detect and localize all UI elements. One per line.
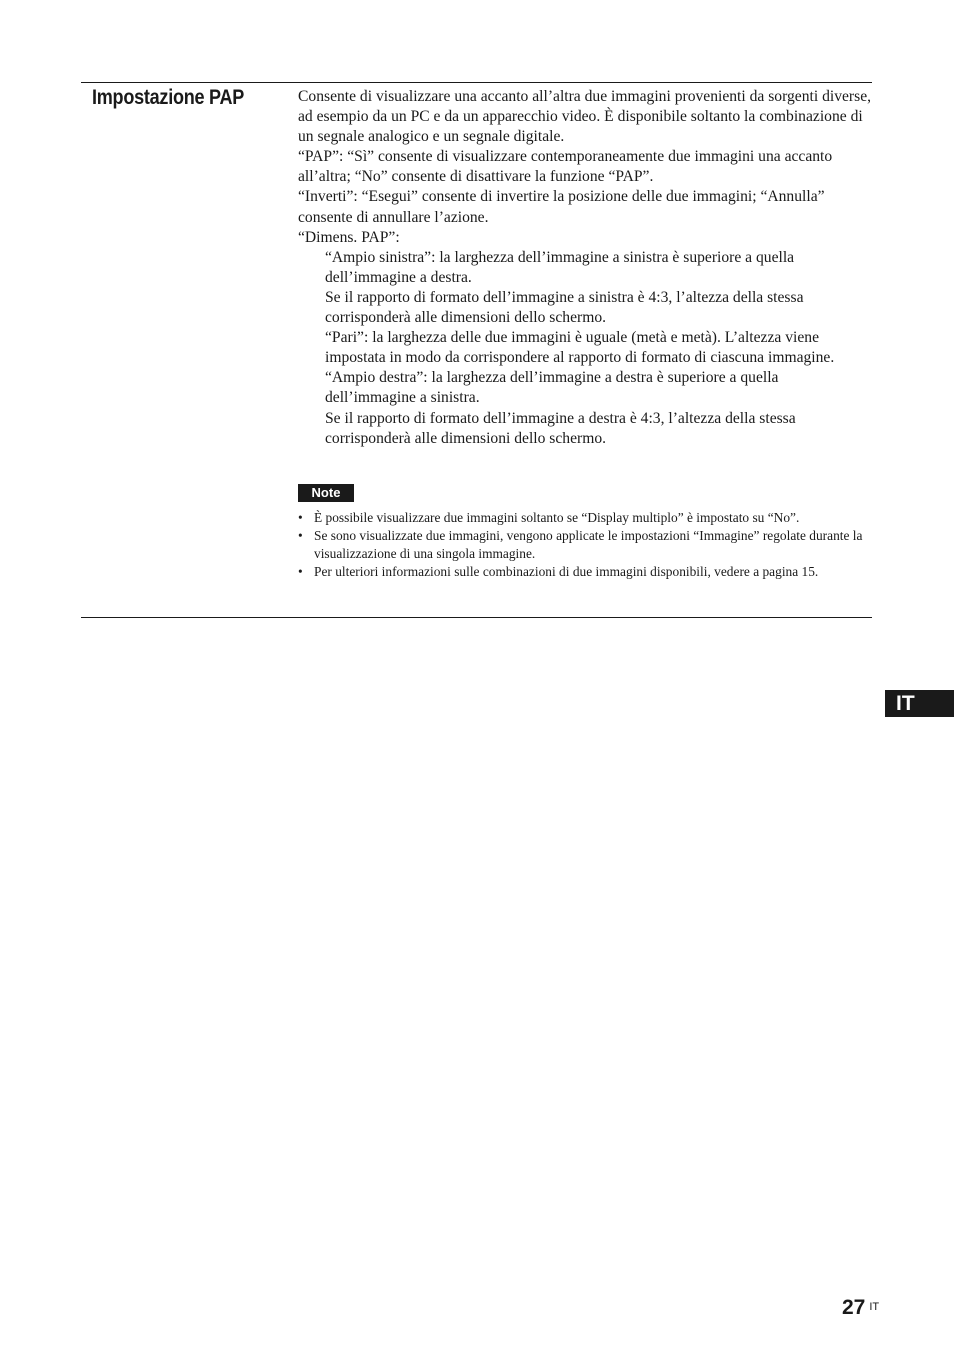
page-number-suffix: IT [869, 1301, 880, 1313]
note-item [298, 509, 872, 527]
note-text: È possibile visualizzare due immagini soltanto se “Display multiplo” è impostato su “No”. [314, 510, 800, 525]
paragraph-intro: Consente di visualizzare una accanto all’altra due immagini provenienti da sorgenti diverse, ad esempio da un PC e da un apparecchio video. È disponibile soltanto la combinazione di un segnale analogico e un segnale digitale. [298, 88, 872, 146]
paragraph-ampio-sinistra: “Ampio sinistra”: la larghezza dell’immagine a sinistra è superiore a quella dell’immagine a destra. [325, 248, 795, 286]
bottom-divider [81, 617, 872, 618]
section-heading: Impostazione PAP [92, 86, 245, 109]
top-divider [81, 82, 872, 83]
note-badge: Note [298, 484, 354, 502]
paragraph-pari: “Pari”: la larghezza delle due immagini è uguale (metà e metà). L’altezza viene impostata in modo da corrispondere al rapporto di formato di ciascuna immagine. [325, 329, 835, 367]
paragraph-inverti: “Inverti”: “Esegui” consente di invertire la posizione delle due immagini; “Annulla” consente di annullare l’azione. [298, 188, 825, 226]
note-item [298, 527, 872, 563]
notes-list [298, 509, 872, 581]
paragraph-dimens-pap: “Dimens. PAP”: [298, 228, 400, 246]
note-text: Se sono visualizzate due immagini, vengono applicate le impostazioni “Immagine” regolate durante la visualizzazione di una singola immagine. [314, 528, 863, 561]
bullet-icon: • [298, 528, 303, 543]
section-body [298, 87, 872, 449]
paragraph-ampio-destra: “Ampio destra”: la larghezza dell’immagine a destra è superiore a quella dell’immagine a sinistra. [325, 369, 779, 407]
bullet-icon: • [298, 510, 303, 525]
language-tab: IT [885, 690, 954, 717]
paragraph-ampio-sinistra-ratio: Se il rapporto di formato dell’immagine a sinistra è 4:3, l’altezza della stessa corrisponderà alle dimensioni dello schermo. [325, 288, 804, 327]
paragraph-pap: “PAP”: “Sì” consente di visualizzare contemporaneamente due immagini una accanto all’altra; “No” consente di disattivare la funzione “PAP”. [298, 148, 833, 186]
page-number-value: 27 [842, 1296, 866, 1319]
note-text: Per ulteriori informazioni sulle combinazioni di due immagini disponibili, vedere a pagina 15. [314, 564, 819, 579]
page-number [842, 1296, 879, 1320]
bullet-icon: • [298, 564, 303, 579]
note-item [298, 563, 872, 581]
paragraph-ampio-destra-ratio: Se il rapporto di formato dell’immagine a destra è 4:3, l’altezza della stessa corrisponderà alle dimensioni dello schermo. [325, 409, 796, 447]
